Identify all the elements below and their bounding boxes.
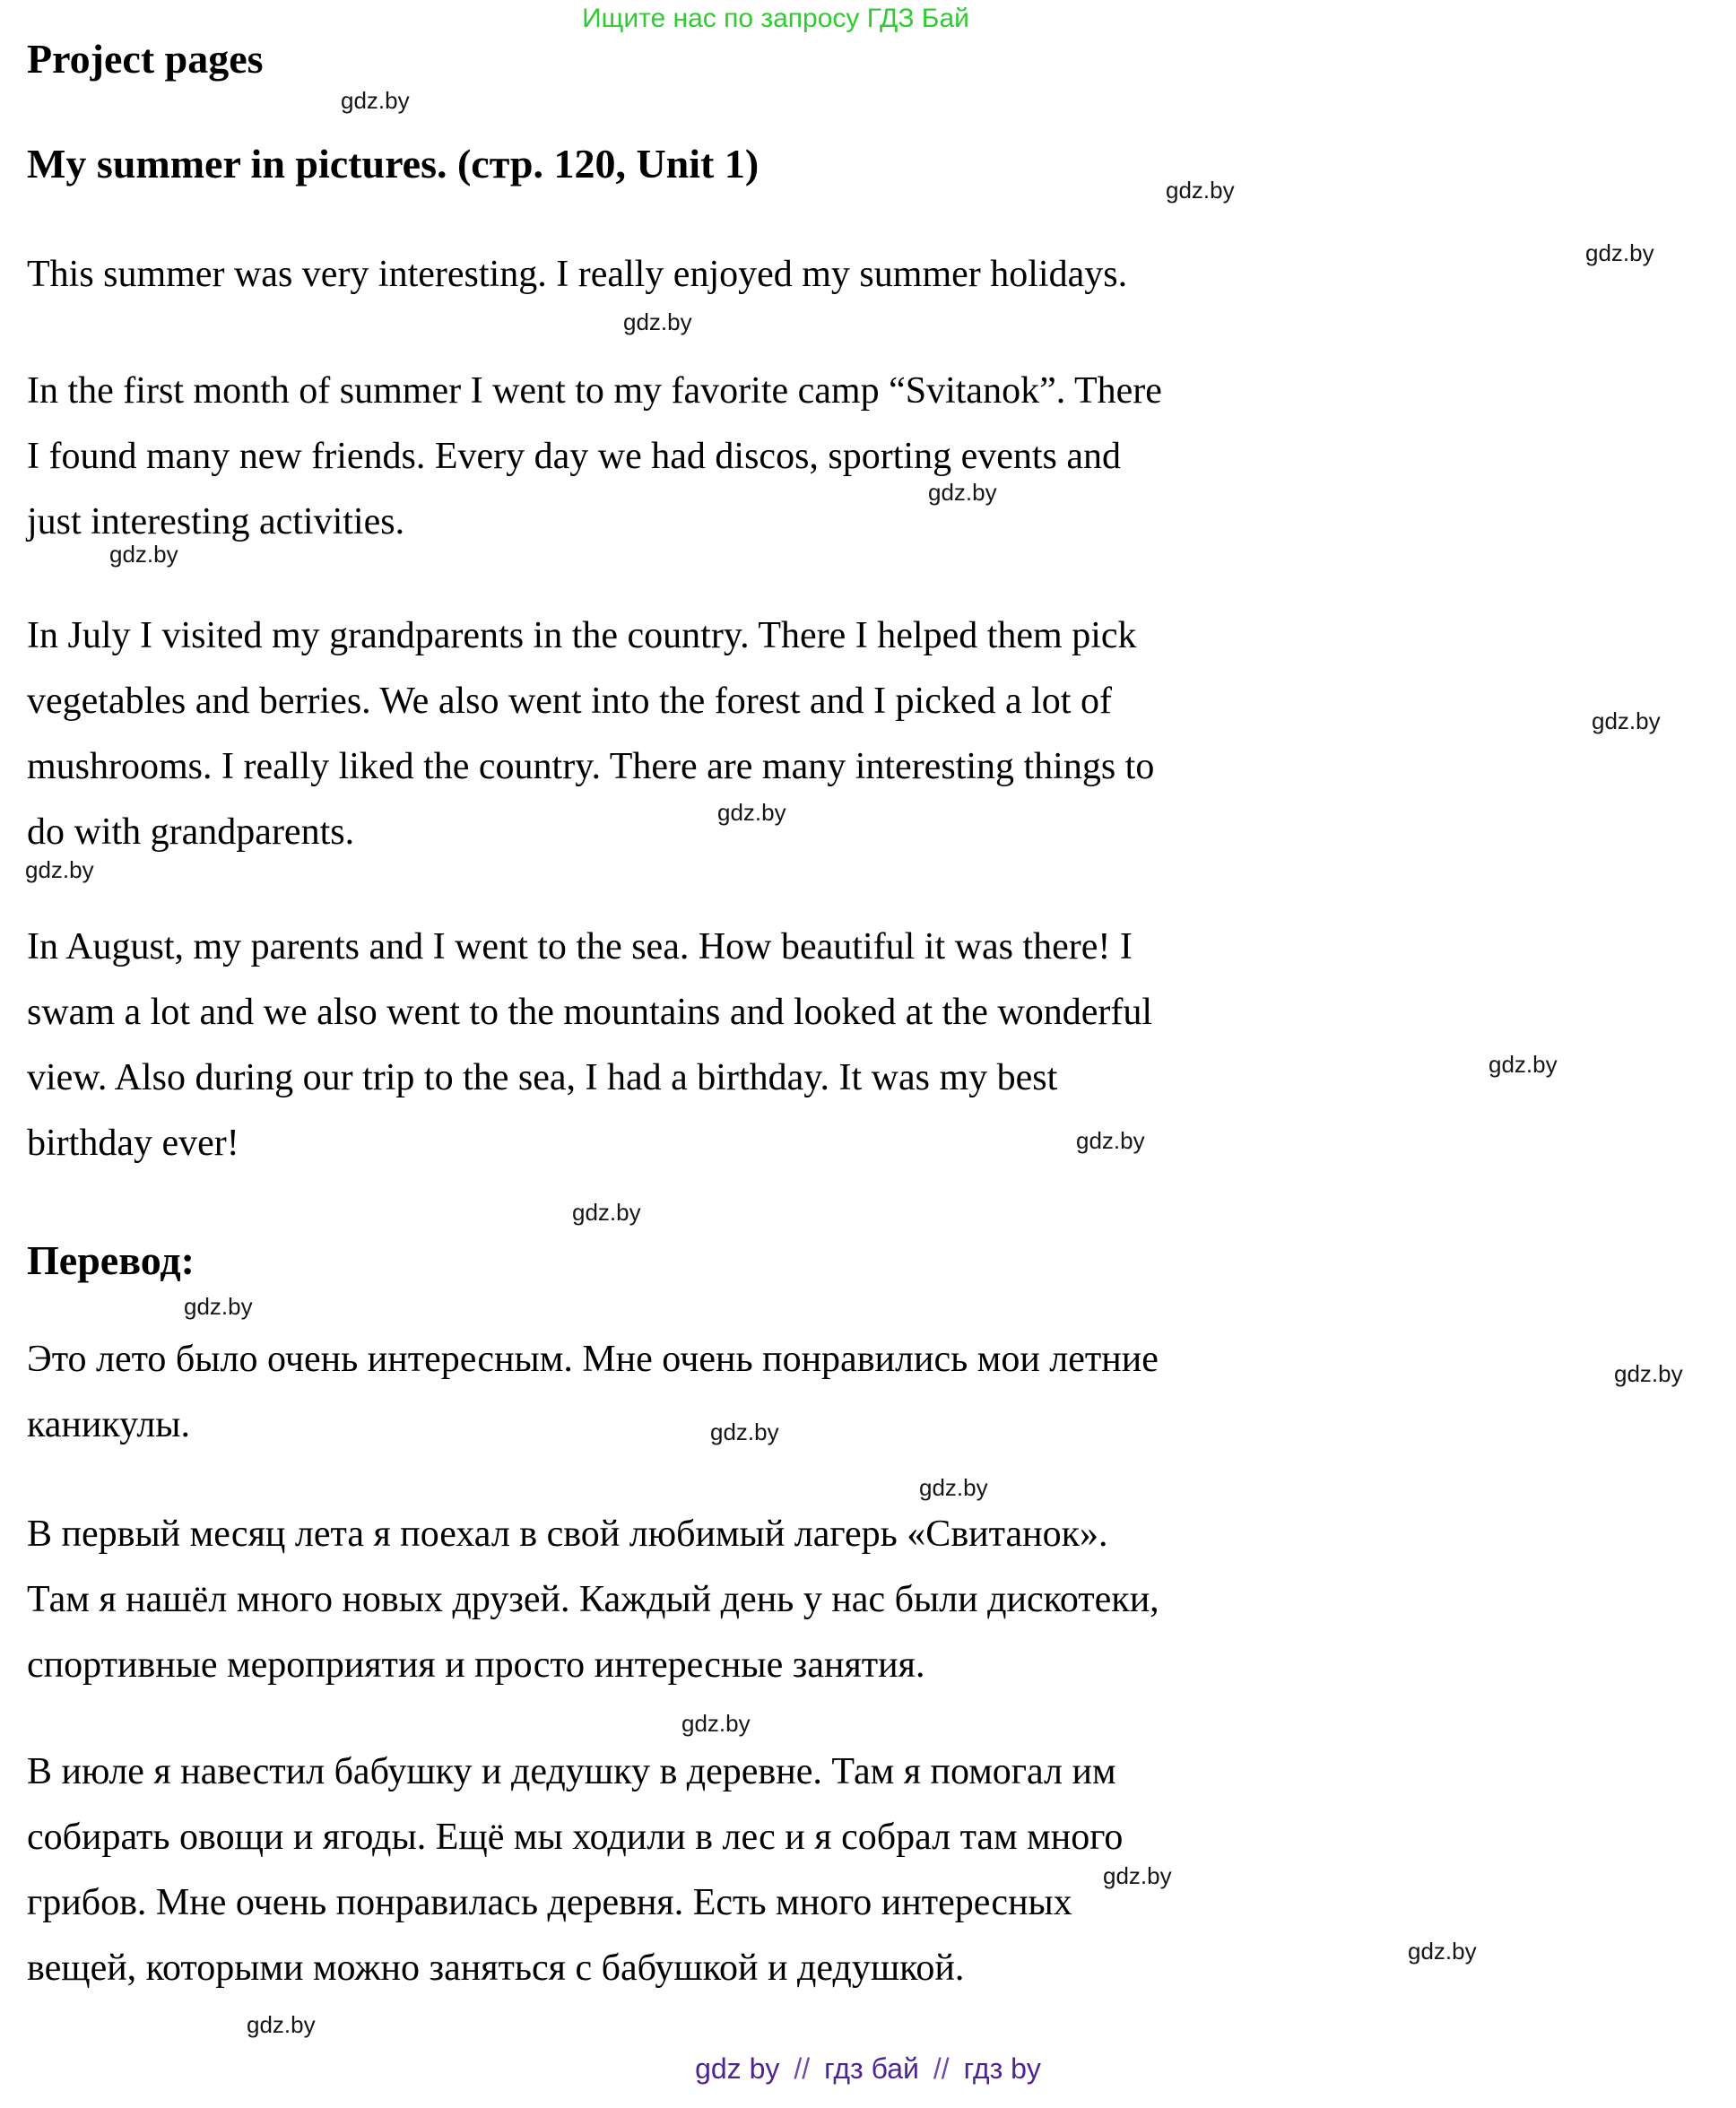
text-line: В июле я навестил бабушку и дедушку в деревне. Там я помогал им <box>27 1751 1116 1792</box>
footer-links <box>0 2052 1736 2086</box>
gdz-watermark: gdz.by <box>1585 239 1654 266</box>
gdz-watermark: gdz.by <box>572 1199 641 1226</box>
gdz-watermark: gdz.by <box>623 308 692 335</box>
text-line: This summer was very interesting. I really enjoyed my summer holidays. <box>27 254 1128 295</box>
text-line: do with grandparents. <box>27 811 355 853</box>
gdz-watermark: gdz.by <box>928 479 997 506</box>
gdz-watermark: gdz.by <box>1166 177 1235 204</box>
russian-paragraph-1 <box>27 1327 1159 1458</box>
text-line: In the first month of summer I went to my favorite camp “Svitanok”. There <box>27 370 1162 412</box>
gdz-watermark: gdz.by <box>919 1474 988 1501</box>
footer-link-gdz-by[interactable]: gdz by <box>695 2052 780 2085</box>
text-line: In August, my parents and I went to the sea. How beautiful it was there! I <box>27 926 1133 967</box>
english-paragraph-1 <box>27 242 1127 308</box>
text-line: Там я нашёл много новых друзей. Каждый день у нас были дискотеки, <box>27 1579 1159 1620</box>
gdz-watermark: gdz.by <box>717 799 786 826</box>
task-title: My summer in pictures. (стр. 120, Unit 1) <box>27 141 760 187</box>
gdz-watermark: gdz.by <box>1408 1938 1477 1965</box>
text-line: vegetables and berries. We also went into the forest and I picked a lot of <box>27 681 1112 722</box>
text-line: собирать овощи и ягоды. Ещё мы ходили в лес и я собрал там много <box>27 1817 1124 1858</box>
text-line: just interesting activities. <box>27 501 405 542</box>
gdz-watermark: gdz.by <box>1076 1127 1145 1154</box>
footer-link-gdz-by-2[interactable]: гдз by <box>963 2052 1041 2085</box>
gdz-watermark: gdz.by <box>184 1293 253 1320</box>
text-line: грибов. Мне очень понравилась деревня. Есть много интересных <box>27 1882 1072 1923</box>
text-line: birthday ever! <box>27 1123 239 1164</box>
text-line: В первый месяц лета я поехал в свой любимый лагерь «Свитанок». <box>27 1514 1108 1555</box>
text-line: swam a lot and we also went to the mountains and looked at the wonderful <box>27 992 1153 1033</box>
page-title: Project pages <box>27 36 264 82</box>
gdz-watermark: gdz.by <box>681 1710 751 1737</box>
gdz-watermark: gdz.by <box>25 856 94 883</box>
english-paragraph-3 <box>27 603 1154 865</box>
text-line: Это лето было очень интересным. Мне очень понравились мои летние <box>27 1339 1159 1380</box>
text-line: вещей, которыми можно заняться с бабушкой и дедушкой. <box>27 1948 965 1989</box>
gdz-watermark: gdz.by <box>1614 1360 1683 1387</box>
gdz-watermark: gdz.by <box>710 1418 779 1445</box>
top-promo-text: Ищите нас по запросу ГДЗ Бай <box>582 4 969 33</box>
text-line: каникулы. <box>27 1404 191 1445</box>
footer-separator: // <box>933 2052 950 2085</box>
text-line: In July I visited my grandparents in the country. There I helped them pick <box>27 615 1137 656</box>
gdz-watermark: gdz.by <box>1592 707 1661 734</box>
gdz-watermark: gdz.by <box>1489 1051 1558 1078</box>
text-line: спортивные мероприятия и просто интересные занятия. <box>27 1644 925 1686</box>
text-line: I found many new friends. Every day we had discos, sporting events and <box>27 436 1122 477</box>
english-paragraph-4 <box>27 915 1152 1176</box>
text-line: mushrooms. I really liked the country. There are many interesting things to <box>27 746 1155 787</box>
translation-heading: Перевод: <box>27 1237 195 1283</box>
gdz-watermark: gdz.by <box>247 2011 316 2038</box>
gdz-watermark: gdz.by <box>1103 1862 1172 1889</box>
english-paragraph-2 <box>27 359 1162 555</box>
gdz-watermark: gdz.by <box>109 541 178 568</box>
russian-paragraph-3 <box>27 1739 1123 2001</box>
russian-paragraph-2 <box>27 1502 1159 1698</box>
text-line: view. Also during our trip to the sea, I had a birthday. It was my best <box>27 1057 1058 1098</box>
gdz-watermark: gdz.by <box>341 87 410 114</box>
footer-link-gdz-bai[interactable]: гдз бай <box>824 2052 919 2085</box>
footer-separator: // <box>794 2052 811 2085</box>
